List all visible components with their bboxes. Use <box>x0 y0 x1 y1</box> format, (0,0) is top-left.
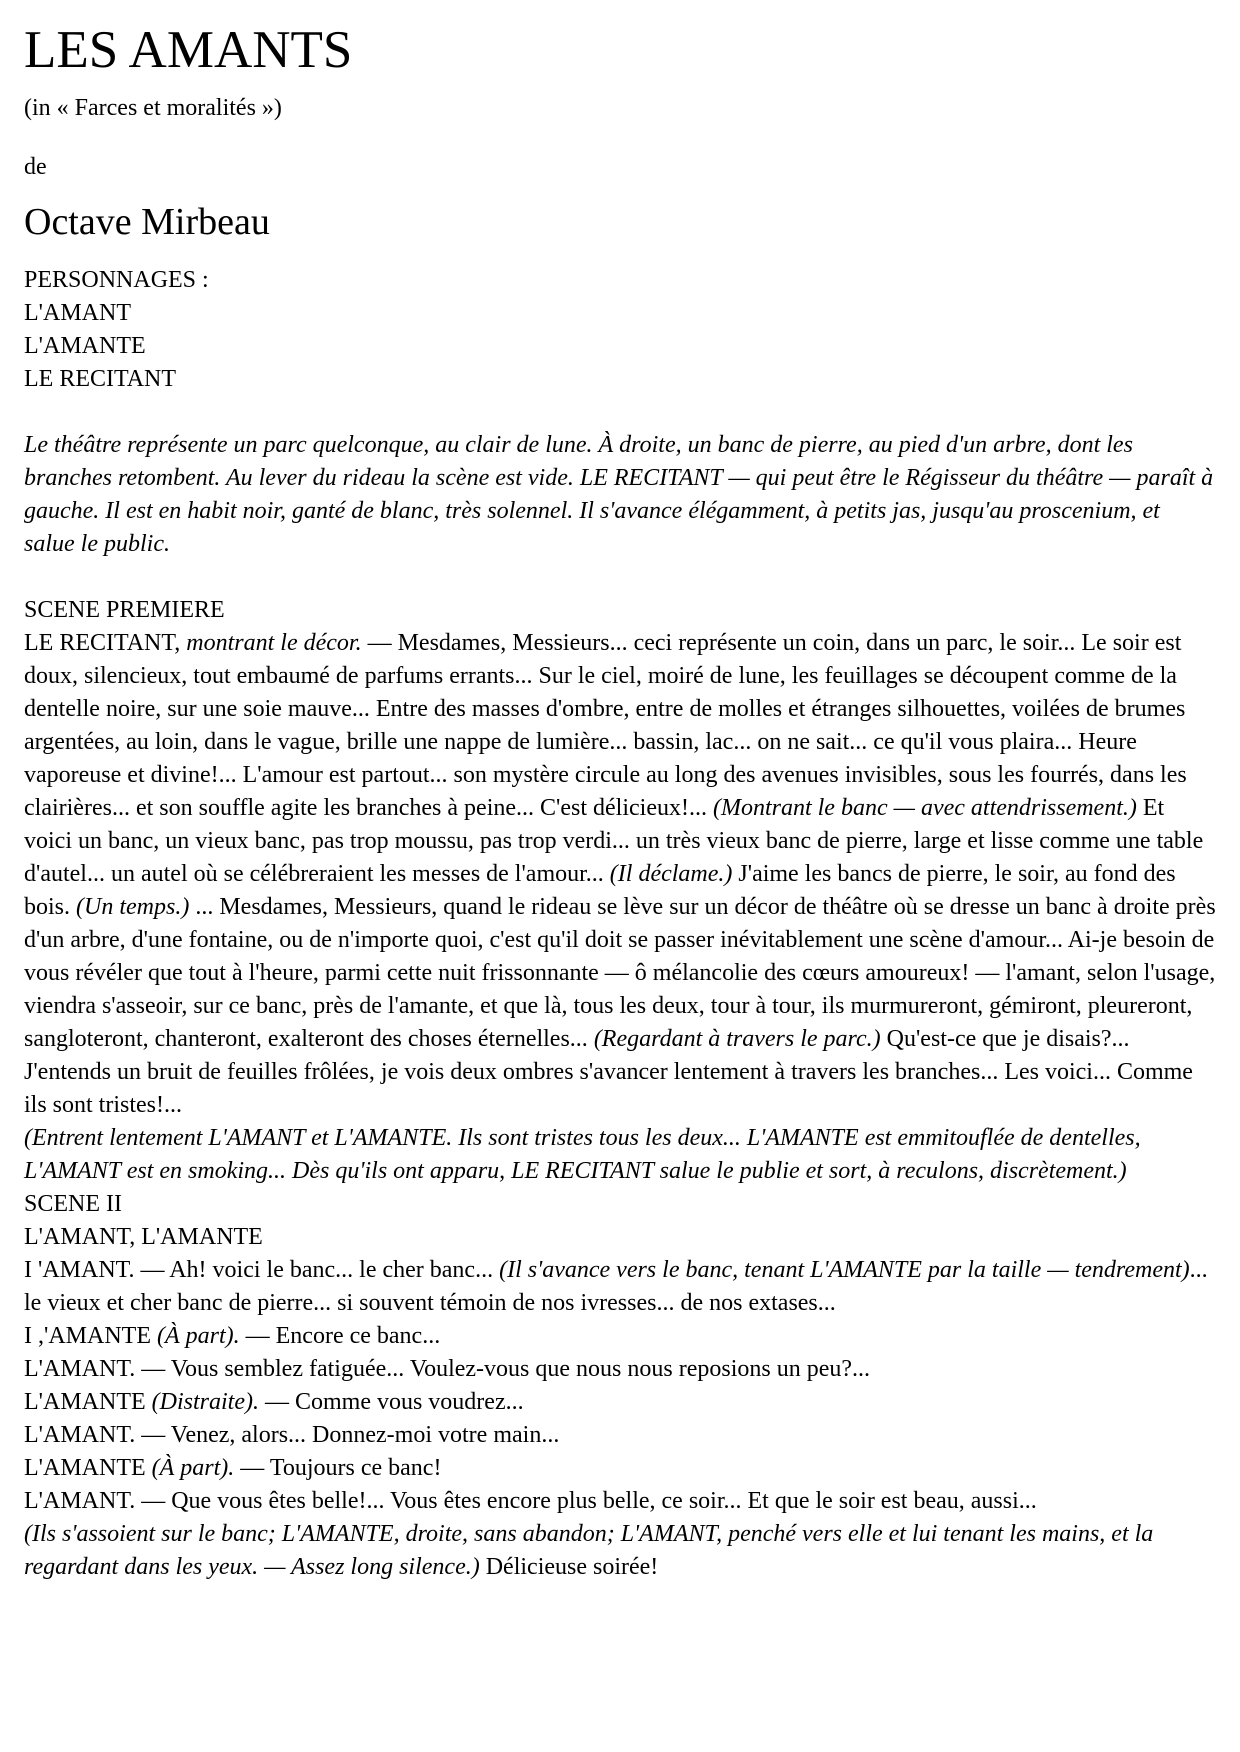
dialogue-line <box>24 1254 1216 1320</box>
stage-direction: (Entrent lentement L'AMANT et L'AMANTE. Ils sont tristes tous les deux... L'AMANTE est emmitouflée de dentelles, L'AMANT est en smoking... Dès qu'ils ont apparu, LE RECITANT salue le publie et sort, à reculons, discrètement.) <box>24 1125 1141 1184</box>
character-item: L'AMANT <box>24 300 131 326</box>
stage-direction: (Un temps.) <box>76 894 190 920</box>
speaker: LE RECITANT, <box>24 630 181 656</box>
characters-heading: PERSONNAGES : <box>24 267 209 293</box>
author-name: Octave Mirbeau <box>24 201 270 243</box>
speech-text: ... Mesdames, Messieurs, quand le rideau se lève sur un décor de théâtre où se dresse un banc à droite près d'un arbre, d'une fontaine, ou de n'importe quoi, c'est qu'il doit se passer inévitablement une scène d'amour... Ai-je besoin de vous révéler que tout à l'heure, parmi cette nuit frissonnante — ô mélancolie des cœurs amoureux! — l'amant, selon l'usage, viendra s'asseoir, sur ce banc, près de l'amante, et que là, tous les deux, tour à tour, ils murmureront, gémiront, pleureront, sangloteront, chanteront, exalteront des choses éternelles... <box>24 894 1216 1052</box>
collection-note: (in « Farces et moralités ») <box>24 95 282 121</box>
dialogue-line <box>24 1386 1216 1419</box>
line-text: — Toujours ce banc! <box>234 1455 442 1481</box>
stage-direction: (À part). <box>156 1323 240 1349</box>
dialogue-line: L'AMANT. — Venez, alors... Donnez-moi votre main... <box>24 1422 560 1448</box>
speech-text: Et voici un banc, un vieux banc, pas trop moussu, pas trop verdi... un très vieux banc de pierre, large et lisse comme une table d'autel... un autel où se célébreraient les messes de l'amour... <box>24 795 1204 887</box>
scene-1-heading: SCENE PREMIERE <box>24 597 225 623</box>
line-text: — Encore ce banc... <box>239 1323 441 1349</box>
line-text: L'AMANTE <box>24 1455 152 1481</box>
scene-1 <box>24 594 1216 1188</box>
recitant-speech <box>24 627 1216 1122</box>
stage-direction: (Ils s'assoient sur le banc; L'AMANTE, droite, sans abandon; L'AMANT, penché vers elle et lui tenant les mains, et la regardant dans les yeux. — Assez long silence.) <box>24 1521 1154 1580</box>
by-label: de <box>24 154 47 180</box>
scene-2-cast: L'AMANT, L'AMANTE <box>24 1224 263 1250</box>
dialogue-line: L'AMANT. — Que vous êtes belle!... Vous êtes encore plus belle, ce soir... Et que le soir est beau, aussi... <box>24 1488 1037 1514</box>
stage-direction: (Distraite). <box>151 1389 259 1415</box>
line-text: L'AMANTE <box>24 1389 152 1415</box>
line-text: — Comme vous voudrez... <box>258 1389 524 1415</box>
stage-direction: montrant le décor. <box>186 630 362 656</box>
speech-text: — Mesdames, Messieurs... ceci représente un coin, dans un parc, le soir... Le soir est doux, silencieux, tout embaumé de parfums errants... Sur le ciel, moiré de lune, les feuillages se découpent comme de la dentelle noire, sur une soie mauve... Entre des masses d'ombre, entre de molles et étranges silhouettes, voilées de brumes argentées, au loin, dans le vague, brille une nappe de lumière... bassin, lac... on ne sait... ce qu'il vous plaira... Heure vaporeuse et divine!... L'amour est partout... son mystère circule au long des avenues invisibles, sous les fourrés, dans les clairières... et son souffle agite les branches à peine... C'est délicieux!... <box>24 630 1187 821</box>
stage-direction: (Montrant le banc — avec attendrissement.) <box>712 795 1137 821</box>
characters-block <box>24 264 1216 396</box>
line-text: I ,'AMANTE <box>24 1323 157 1349</box>
dialogue-line <box>24 1518 1216 1584</box>
scene-2 <box>24 1188 1216 1584</box>
speech-text: Qu'est-ce que je disais?... J'entends un bruit de feuilles frôlées, je vois deux ombres s'avancer lentement à travers les branches... Les voici... Comme ils sont tristes!... <box>24 1026 1193 1118</box>
stage-direction: (Il s'avance vers le banc, tenant L'AMANTE par la taille — tendrement) <box>499 1257 1190 1283</box>
speech-text: J'aime les bancs de pierre, le soir, au fond des bois. <box>24 861 1176 920</box>
setting-text: Le théâtre représente un parc quelconque, au clair de lune. À droite, un banc de pierre, au pied d'un arbre, dont les branches retombent. Au lever du rideau la scène est vide. LE RECITANT — qui peut être le Régisseur du théâtre — paraît à gauche. Il est en habit noir, ganté de blanc, très solennel. Il s'avance élégamment, à petits jas, jusqu'au proscenium, et salue le public. <box>24 432 1214 557</box>
dialogue-line <box>24 1320 1216 1353</box>
stage-direction: (À part). <box>151 1455 235 1481</box>
stage-direction-block <box>24 1122 1216 1188</box>
dialogue-line <box>24 1452 1216 1485</box>
dialogue-line: L'AMANT. — Vous semblez fatiguée... Voulez-vous que nous nous reposions un peu?... <box>24 1356 870 1382</box>
stage-direction: (Regardant à travers le parc.) <box>593 1026 881 1052</box>
setting-description <box>24 429 1216 561</box>
line-text: I 'AMANT. — Ah! voici le banc... le cher banc... <box>24 1257 500 1283</box>
stage-direction: (Il déclame.) <box>609 861 733 887</box>
character-item: LE RECITANT <box>24 366 177 392</box>
character-item: L'AMANTE <box>24 333 146 359</box>
scene-2-heading: SCENE II <box>24 1191 122 1217</box>
line-text: ... le vieux et cher banc de pierre... si souvent témoin de nos ivresses... de nos extases... <box>24 1257 1208 1316</box>
play-title: LES AMANTS <box>24 21 353 79</box>
line-text: Délicieuse soirée! <box>479 1554 659 1580</box>
